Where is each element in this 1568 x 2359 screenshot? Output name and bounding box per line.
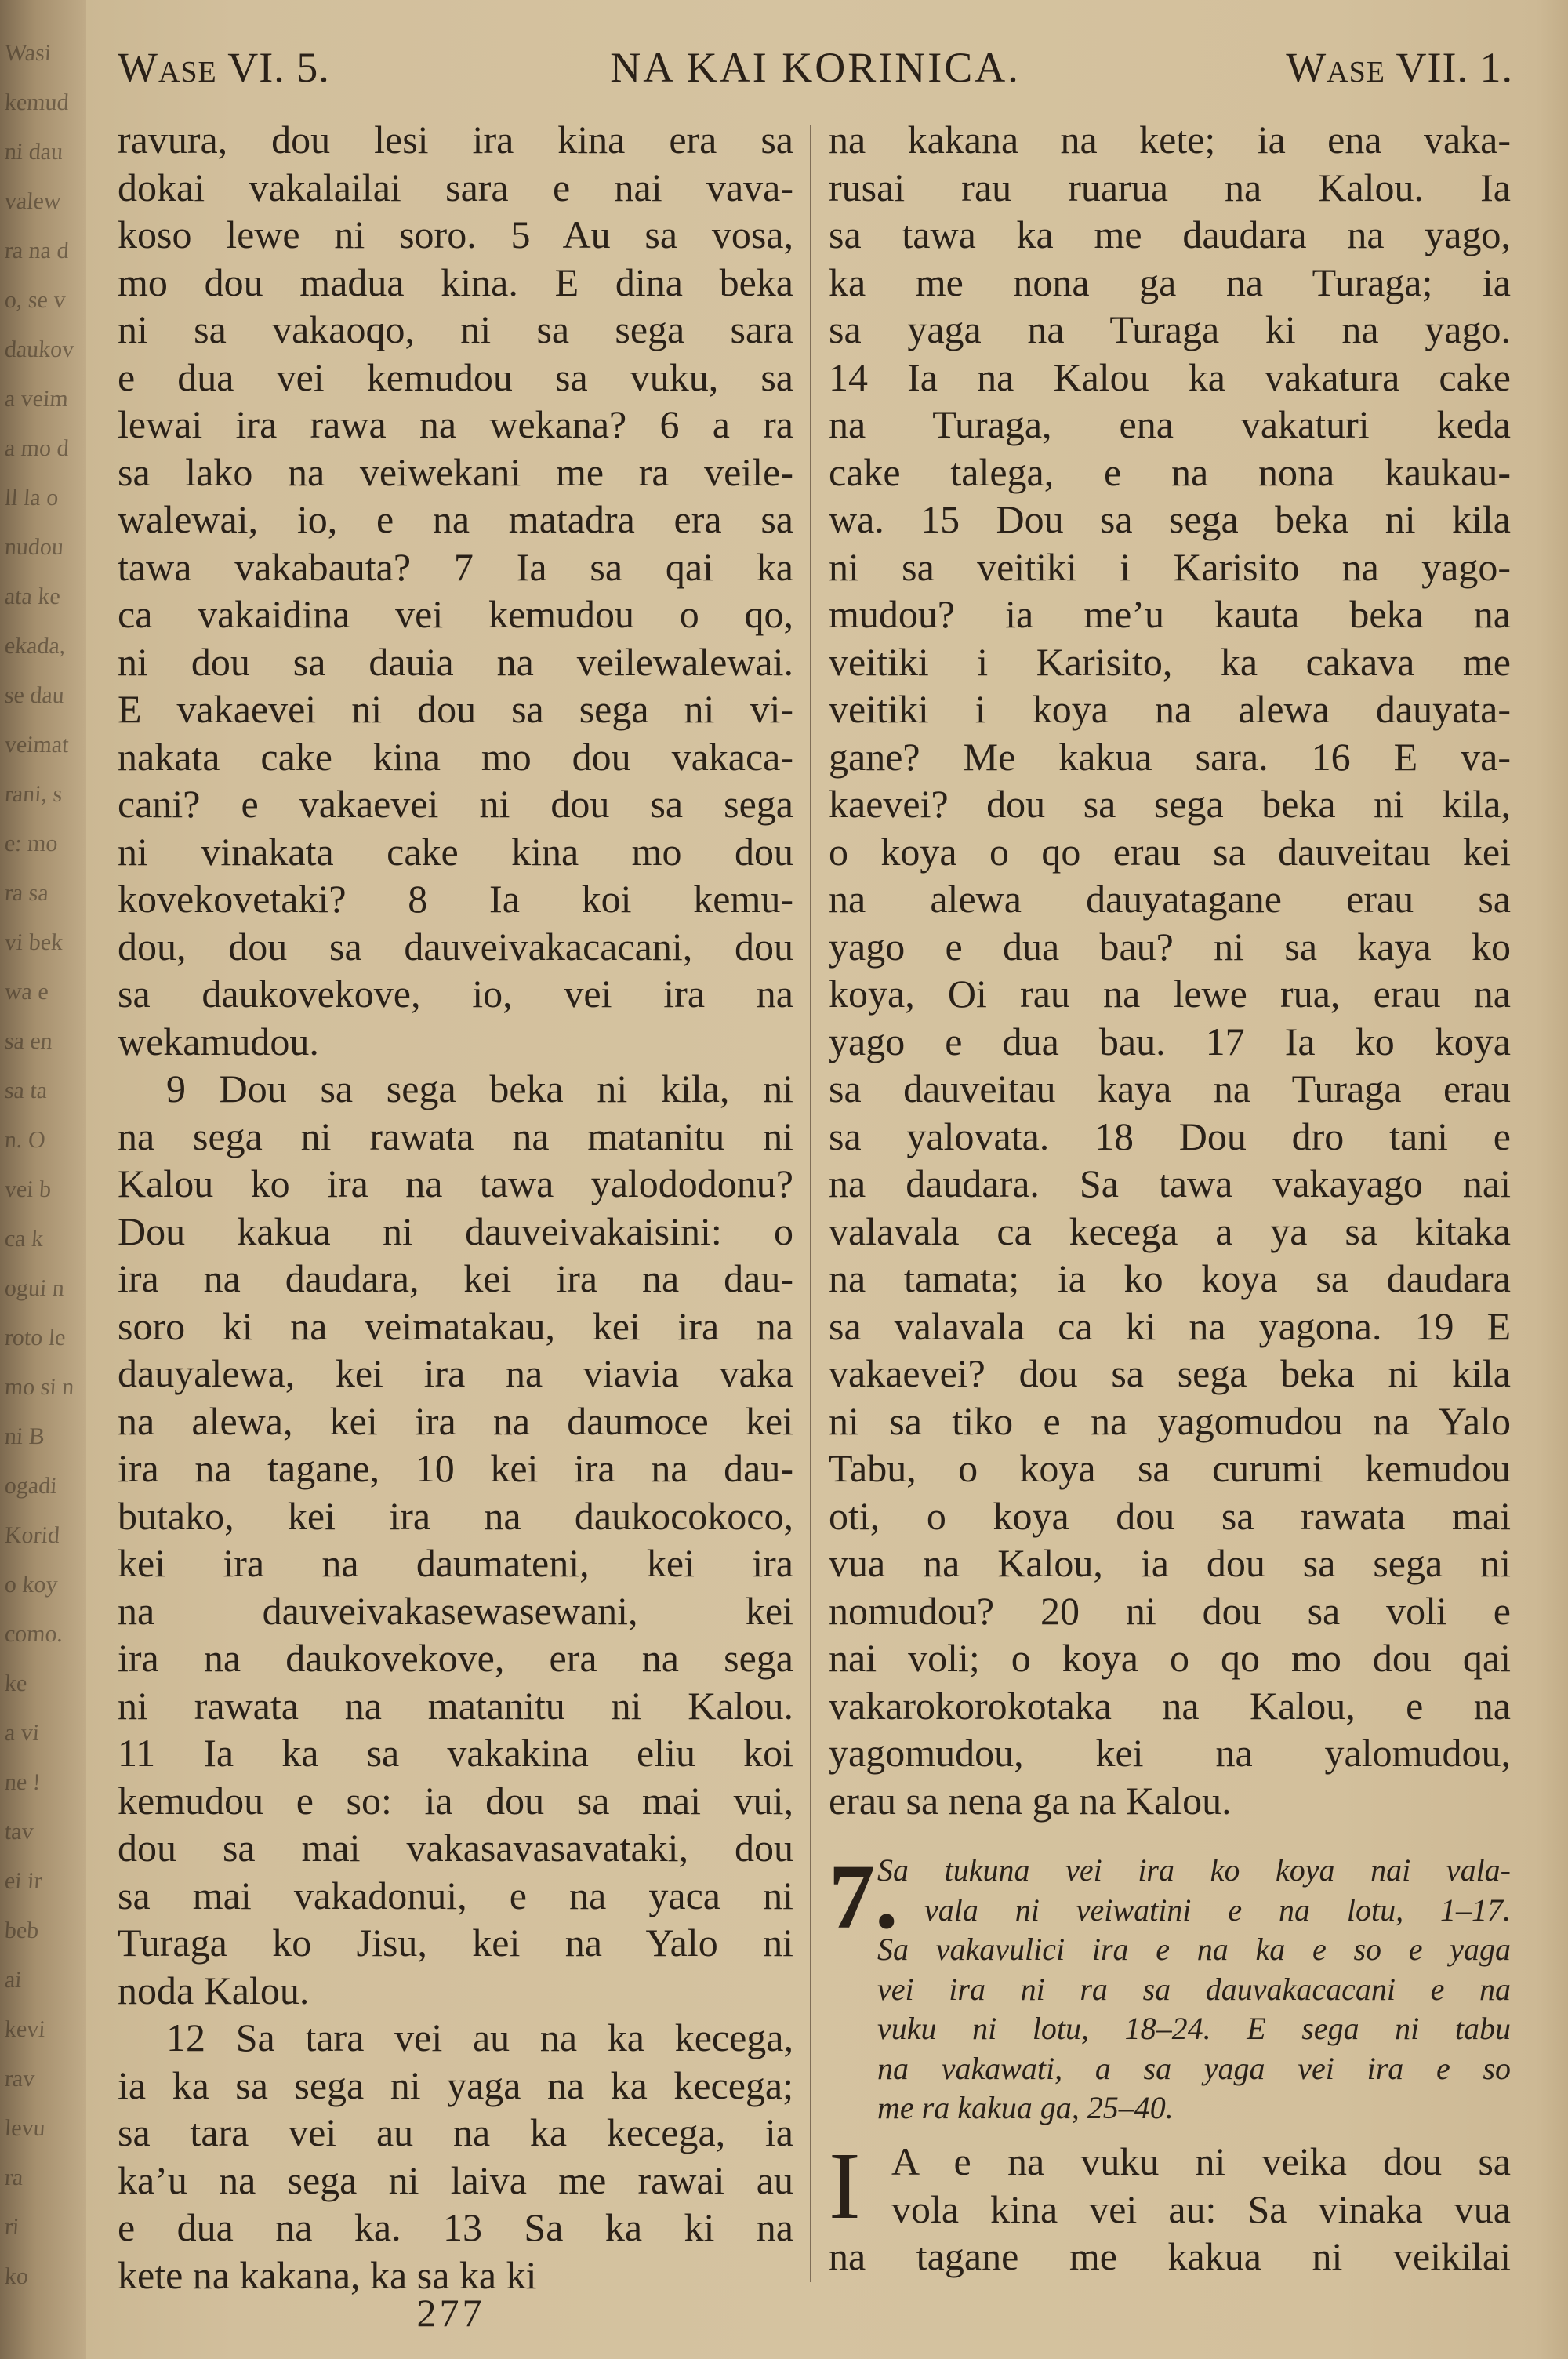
edge-fragment: kevi — [3, 2016, 46, 2042]
left-column-line: nakata cake kina mo dou vakaca- — [118, 734, 793, 779]
edge-fragment: levu — [3, 2115, 46, 2141]
edge-fragment: ke — [3, 1670, 28, 1696]
right-column-line: oti, o koya dou sa rawata mai — [829, 1493, 1511, 1538]
edge-fragment: sa ta — [3, 1078, 49, 1103]
edge-fragment: ei ir — [3, 1868, 43, 1894]
edge-fragment: ogui n — [3, 1275, 66, 1301]
facing-page-edge — [0, 0, 86, 2359]
left-column-line: sa daukovekove, io, vei ira na — [118, 972, 793, 1016]
opening-line: vola kina vei au: Sa vinaka vua — [891, 2186, 1511, 2231]
left-column-line: lewai ira rawa na wekana? 6 a ra — [118, 402, 793, 446]
right-column — [829, 116, 1511, 1824]
edge-fragment: rani, s — [3, 781, 64, 807]
edge-fragment: vi bek — [3, 929, 64, 955]
left-column-line: 9 Dou sa sega beka ni kila, ni — [166, 1067, 793, 1110]
left-column-line: soro ki na veimatakau, kei ira na — [118, 1303, 793, 1348]
left-column-line: Dou kakua ni dauveivakaisini: o — [118, 1209, 793, 1253]
left-column-line: dou, dou sa dauveivakacacani, dou — [118, 924, 793, 969]
summary-line: vei ira ni ra sa dauvakacacani e na — [877, 1971, 1511, 2007]
edge-fragment: n. O — [3, 1127, 46, 1153]
left-column-line: na alewa, kei ira na daumoce kei — [118, 1398, 793, 1443]
right-column-line: vakaevei? dou sa sega beka ni kila — [829, 1351, 1511, 1395]
edge-fragment: sa en — [3, 1028, 54, 1054]
right-column-line: 14 Ia na Kalou ka vakatura cake — [829, 354, 1511, 399]
opening-line: na tagane me kakua ni veikilai — [829, 2234, 1511, 2278]
edge-fragment: wa e — [3, 979, 49, 1005]
edge-fragment: veimat — [3, 732, 70, 758]
left-column-line: ia ka sa sega ni yaga na ka kecega; — [118, 2063, 793, 2107]
left-column-line: tawa vakabauta? 7 Ia sa qai ka — [118, 544, 793, 589]
edge-fragment: ekada, — [3, 633, 67, 659]
chapter-number: 7. — [829, 1845, 898, 1948]
left-column-line: ni vinakata cake kina mo dou — [118, 829, 793, 874]
right-column-line: na daudara. Sa tawa vakayago nai — [829, 1161, 1511, 1205]
right-column-line: ka me nona ga na Turaga; ia — [829, 260, 1511, 304]
left-column-line: Kalou ko ira na tawa yalododonu? — [118, 1161, 793, 1205]
right-column-line: mudou? ia me’u kauta beka na — [829, 592, 1511, 636]
left-column-line: ka’u na sega ni laiva me rawai au — [118, 2157, 793, 2202]
summary-line: vala ni veiwatini e na lotu, 1–17. — [924, 1892, 1511, 1928]
left-column-line: mo dou madua kina. E dina beka — [118, 260, 793, 304]
opening-line: A e na vuku ni veika dou sa — [891, 2139, 1511, 2183]
left-column-line: ira na daudara, kei ira na dau- — [118, 1256, 793, 1300]
edge-fragment: ata ke — [3, 583, 61, 609]
left-column-line: 12 Sa tara vei au na ka kecega, — [166, 2016, 793, 2059]
left-column-line: ni sa vakaoqo, ni sa sega sara — [118, 307, 793, 351]
right-column-line: erau sa nena ga na Kalou. — [829, 1778, 1232, 1823]
running-head — [118, 43, 1513, 106]
right-column-line: veitiki i Karisito, ka cakava me — [829, 639, 1511, 684]
page-number: 277 — [416, 2291, 485, 2335]
right-column-line: o koya o qo erau sa dauveitau kei — [829, 829, 1511, 874]
summary-line: vuku ni lotu, 18–24. E sega ni tabu — [877, 2011, 1511, 2046]
left-column-line: e dua vei kemudou sa vuku, sa — [118, 354, 793, 399]
left-column-line: dokai vakalailai sara e nai vava- — [118, 165, 793, 209]
left-column-line: butako, kei ira na daukocokoco, — [118, 1493, 793, 1538]
edge-fragment: ri — [3, 2214, 20, 2240]
left-column-line: 11 Ia ka sa vakakina eliu koi — [118, 1731, 793, 1775]
edge-fragment: ll la o — [3, 485, 60, 511]
left-column-line: ni dou sa dauia na veilewalewai. — [118, 639, 793, 684]
left-column-line: ira na tagane, 10 kei ira na dau- — [118, 1446, 793, 1490]
edge-fragment: rav — [3, 2066, 36, 2092]
left-column-line: dauyalewa, kei ira na viavia vaka — [118, 1351, 793, 1395]
summary-line: Sa tukuna vei ira ko koya nai vala- — [877, 1852, 1511, 1888]
left-column-line: ira na daukovekove, era na sega — [118, 1636, 793, 1680]
right-column-line: koya, Oi rau na lewe rua, erau na — [829, 972, 1511, 1016]
left-column-line: dou sa mai vakasavasavataki, dou — [118, 1826, 793, 1870]
right-column-line: yago e dua bau? ni sa kaya ko — [829, 924, 1511, 969]
right-column-line: wa. 15 Dou sa sega beka ni kila — [829, 497, 1511, 541]
left-column-line: noda Kalou. — [118, 1968, 310, 2012]
right-column-line: na kakana na kete; ia ena vaka- — [829, 118, 1511, 162]
edge-fragment: ni dau — [3, 139, 64, 165]
summary-line: Sa vakavulici ira e na ka e so e yaga — [877, 1932, 1511, 1967]
right-column-line: ni sa veitiki i Karisito na yago- — [829, 544, 1511, 589]
edge-fragment: a veim — [3, 386, 70, 412]
edge-fragment: Korid — [3, 1522, 61, 1548]
left-column-line: walewai, io, e na matadra era sa — [118, 497, 793, 541]
edge-fragment: ne ! — [3, 1769, 42, 1795]
right-column-line: sa yalovata. 18 Dou dro tani e — [829, 1114, 1511, 1158]
edge-fragment: beb — [3, 1917, 40, 1943]
edge-fragment: ogadi — [3, 1473, 58, 1499]
edge-fragment: ko — [3, 2263, 30, 2289]
left-column-line: e dua na ka. 13 Sa ka ki na — [118, 2205, 793, 2249]
edge-fragment: ra sa — [3, 880, 49, 906]
right-column-line: gane? Me kakua sara. 16 E va- — [829, 734, 1511, 779]
left-column-line: ca vakaidina vei kemudou o qo, — [118, 592, 793, 636]
right-column-line: sa valavala ca ki na yagona. 19 E — [829, 1303, 1511, 1348]
right-column-line: sa dauveitau kaya na Turaga erau — [829, 1067, 1511, 1110]
right-column-line: valavala ca kecega a ya sa kitaka — [829, 1209, 1511, 1253]
edge-fragment: vei b — [3, 1176, 53, 1202]
right-column-line: sa yaga na Turaga ki na yago. — [829, 307, 1511, 351]
drop-cap: I — [829, 2133, 861, 2239]
left-column-line: ravura, dou lesi ira kina era sa — [118, 118, 793, 162]
edge-fragment: Wasi — [3, 40, 53, 66]
right-column-line: yagomudou, kei na yalomudou, — [829, 1731, 1511, 1775]
right-column-line: nai voli; o koya o qo mo dou qai — [829, 1636, 1511, 1680]
summary-line: na vakawati, a sa yaga vei ira e so — [877, 2050, 1511, 2086]
right-column-line: Tabu, o koya sa curumi kemudou — [829, 1446, 1511, 1490]
running-head-right: Wase VII. 1. — [1286, 44, 1513, 91]
right-column-line: vakarokorokotaka na Kalou, e na — [829, 1683, 1511, 1728]
right-column-line: na alewa dauyatagane erau sa — [829, 877, 1511, 921]
right-column-line: vua na Kalou, ia dou sa sega ni — [829, 1541, 1511, 1585]
left-column-line: Turaga ko Jisu, kei na Yalo ni — [118, 1921, 793, 1965]
edge-fragment: a vi — [3, 1720, 41, 1746]
left-column-line: koso lewe ni soro. 5 Au sa vosa, — [118, 213, 793, 256]
right-column-line: ni sa tiko e na yagomudou na Yalo — [829, 1398, 1511, 1443]
edge-fragment: e: mo — [3, 831, 59, 856]
left-column-line: na dauveivakasewasewani, kei — [118, 1588, 793, 1633]
right-column-line: kaevei? dou sa sega beka ni kila, — [829, 782, 1511, 826]
chapter-opening-text — [829, 2138, 1511, 2281]
edge-fragment: ai — [3, 1967, 23, 1993]
left-column-line: cani? e vakaevei ni dou sa sega — [118, 782, 793, 826]
right-column-line: sa tawa ka me daudara na yago, — [829, 213, 1511, 256]
left-column-line: kovekovetaki? 8 Ia koi kemu- — [118, 877, 793, 921]
left-column-line: sa mai vakadonui, e na yaca ni — [118, 1873, 793, 1917]
edge-fragment: se dau — [3, 682, 66, 708]
edge-fragment: valew — [3, 188, 62, 214]
chapter-summary-text — [877, 1851, 1511, 2128]
edge-fragment: ra — [3, 2165, 24, 2190]
running-head-title: NA KAI KORINICA. — [610, 44, 1021, 91]
edge-fragment: mo si n — [3, 1374, 75, 1400]
edge-fragment: o, se v — [3, 287, 67, 313]
right-column-line: na Turaga, ena vakaturi keda — [829, 402, 1511, 446]
left-column-line: kete na kakana, ka sa ka ki — [118, 2252, 537, 2297]
left-column-line: wekamudou. — [118, 1019, 319, 1063]
left-column-line: kei ira na daumateni, kei ira — [118, 1541, 793, 1585]
left-column-line: ni rawata na matanitu ni Kalou. — [118, 1683, 793, 1728]
right-column-line: na tamata; ia ko koya sa daudara — [829, 1256, 1511, 1300]
running-head-left: Wase VI. 5. — [118, 44, 330, 91]
edge-fragment: ni B — [3, 1423, 46, 1449]
edge-fragment: nudou — [3, 534, 65, 560]
edge-fragment: o koy — [3, 1572, 59, 1598]
right-column-line: veitiki i koya na alewa dauyata- — [829, 687, 1511, 731]
left-column-line: sa tara vei au na ka kecega, ia — [118, 2110, 793, 2154]
edge-fragment: daukov — [3, 336, 75, 362]
right-column-line: nomudou? 20 ni dou sa voli e — [829, 1588, 1511, 1633]
edge-fragment: tav — [3, 1819, 34, 1845]
summary-line: me ra kakua ga, 25–40. — [877, 2090, 1174, 2125]
right-column-line: yago e dua bau. 17 Ia ko koya — [829, 1019, 1511, 1063]
left-column-line: sa lako na veiwekani me ra veile- — [118, 449, 793, 494]
left-column-line: kemudou e so: ia dou sa mai vui, — [118, 1778, 793, 1823]
edge-fragment: kemud — [3, 89, 70, 115]
left-column — [118, 116, 793, 2299]
edge-fragment: ra na d — [3, 238, 70, 264]
left-column-line: E vakaevei ni dou sa sega ni vi- — [118, 687, 793, 731]
edge-fragment: como. — [3, 1621, 64, 1647]
right-column-line: rusai rau ruarua na Kalou. Ia — [829, 165, 1511, 209]
edge-fragment: roto le — [3, 1325, 67, 1350]
edge-fragment: a mo d — [3, 435, 70, 461]
left-column-line: na sega ni rawata na matanitu ni — [118, 1114, 793, 1158]
right-column-line: cake talega, e na nona kaukau- — [829, 449, 1511, 494]
edge-fragment: ca k — [3, 1226, 45, 1252]
column-divider — [810, 125, 811, 2282]
